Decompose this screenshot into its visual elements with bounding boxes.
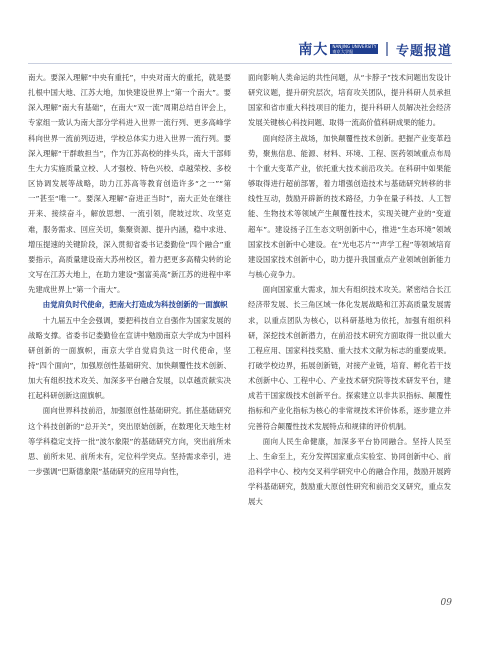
right-paragraph-3: 面向国家重大需求，加大有组织技术攻关。紧密结合长江经济带发展、长三角区域一体化发展战略和江苏高质量发展需求，以重点团队为核心，以科研基地为依托，加强有组织科研，深挖技术创新潜力，在前沿技术研究方面取得一批以重大工程应用、国家科技奖励、重大技术文献为标志的重要成果。打破学校边界，拓展创新链，对接产业链，培育、孵化若干技术创新中心、工程中心、产业技术研究院等技术研发平台，建成若干国家级技术创新平台。探索建立以非共识指标、颠覆性指标和产业化指标为核心的非常规技术评价体系，逐步建立并完善符合颠覆性技术发展特点和规律的评价机制。 bbox=[248, 285, 451, 431]
left-paragraph-3: 面向世界科技前沿，加强原创性基础研究。抓住基础研究这个科技创新的“总开关”，突出原始创新，在数理化天地生材等学科稳定支持一批“波尔象限”的基础研究方向，突出前所未思、前所未见、前所未有，定位科学突点。坚持需求牵引，进一步强调“巴斯德象限”基础研究的应用导向性， bbox=[28, 406, 231, 477]
section-title: 专题报道 bbox=[395, 43, 452, 59]
page-number: 09 bbox=[440, 598, 452, 608]
brand-title: 南大 bbox=[298, 42, 329, 58]
section-heading: 由觉肩负时代使命，把南大打造成为科技创新的一面旗帜 bbox=[42, 300, 228, 310]
brand-logo bbox=[330, 40, 378, 58]
page-header bbox=[298, 40, 452, 58]
brand-sub-line1: NANJING UNIVERSITY bbox=[332, 43, 377, 49]
right-paragraph-4: 面向人民生命健康，加深多平台协同融合。坚持人民至上、生命至上，充分发挥国家重点实验室、协同创新中心、前沿科学中心、校内交叉科学研究中心的融合作用，鼓励开展跨学科基础研究，鼓励重大原创性研究和前沿交叉研究，重点发展大 bbox=[248, 436, 451, 507]
header-separator bbox=[386, 42, 388, 56]
left-column bbox=[28, 70, 231, 479]
right-paragraph-2: 面向经济主战场，加快颠覆性技术创新。把握产业变革趋势，聚焦信息、能源、材料、环境、工程、医药领域重点布局十个重大变革产业，依托重大技术前沿攻关。在科研中如果能够取得进行超前部署，着力增强创造技术与基础研究转移的非线性互动，鼓励开辟新的技术路径，力争在量子科技、人工智能、生物技术等领域产生颠覆性技术，实现关键产业的“变道超车”。建设扬子江生态文明创新中心，推进“生态环境”领域国家技术创新中心建设。在“光电芯片”“声学工程”等领域培育建设国家技术创新中心，助力提升我国重点产业领域创新能力与核心竞争力。 bbox=[248, 133, 451, 280]
right-column bbox=[248, 70, 451, 510]
left-paragraph-2: 十九届五中全会强调，要把科技自立自强作为国家发展的战略支撑。省委书记娄勤俭在宣讲中勉励南京大学成为中国科研创新的一面旗帜，南京大学自觉肩负这一时代使命，坚持“四个面向”，加强原创性基础研究、加快颠覆性技术创新、加大有组织技术攻关、加深多平台融合发展，以卓越贡献实决扛起科研创新这面旗帜。 bbox=[28, 315, 231, 401]
header-rule bbox=[28, 63, 452, 64]
left-paragraph-1: 南大。要深入理解“中央有重托”，中央对南大的重托，就是要扎根中国大地、江苏大地，加快建设世界上“第一个南大”。要深入理解“南大有基础”，在南大“双一流”周期总结自评会上，专家组一致认为南大部分学科进入世界一流行列、更多高峰学科向世界一流前列迈进，学校总体实力进入世界一流行列。要深入理解“干群敢担当”，作为江苏高校的排头兵，南大干部师生大力实施质量立校、人才强校、特色兴校、卓越荣校、多校区协调发展等战略，助力江苏高等教育创造许多“之一”“第一”甚至“唯一”。要深入理解“奋进正当时”，南大正处在继往开来、接续奋斗，解放思想、一流引领，爬坡过坎、攻坚克难，服务需求、回应关切，集聚资源、提升内涵，稳中求进、增压提速的关键阶段，深入贯彻省委书记娄勤俭“四个融合”重要指示，高质量建设南大苏州校区，着力把更多高精尖转的论文写在江苏大地上，在助力建设“强富美高”新江苏的进程中率先建成世界上“第一个南大”。 bbox=[28, 73, 231, 295]
right-paragraph-1: 面向影响人类命运的共性问题，从“卡脖子”技术问题出发设计研究议题，提升研究层次，培育攻关团队，提升科研人员承担国家和省市重大科技项目的能力，提升科研人员解决社会经济发展关键核心科技问题、取得一流高价值科研成果的能力。 bbox=[248, 73, 451, 128]
brand-sub-line2: 南京大学报 bbox=[330, 49, 378, 54]
